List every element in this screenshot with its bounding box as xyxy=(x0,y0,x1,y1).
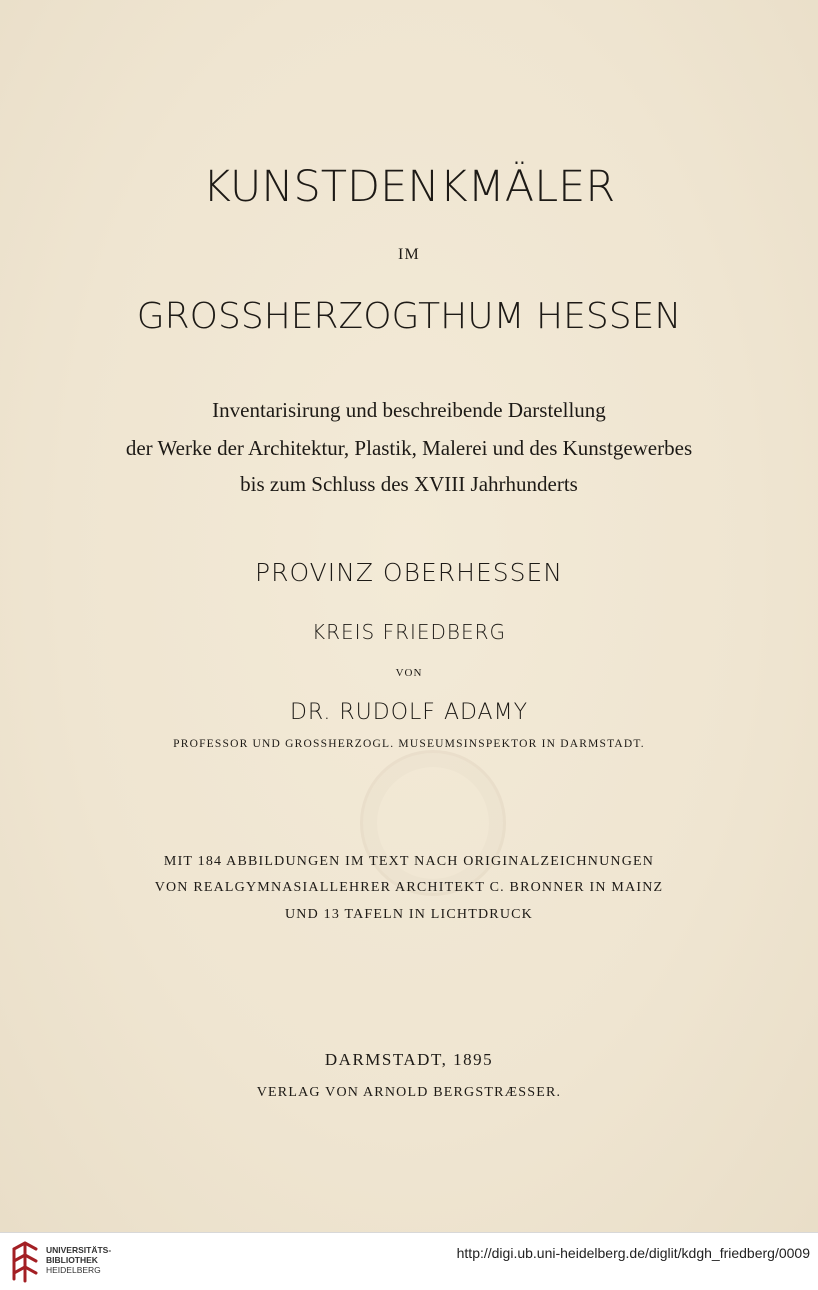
main-title: KUNSTDENKMÄLER xyxy=(202,162,616,212)
library-name-line-1: UNIVERSITÄTS- xyxy=(46,1245,112,1255)
illustration-line-2: VON REALGYMNASIALLEHRER ARCHITEKT C. BRONNER IN MAINZ xyxy=(154,880,664,895)
description-line-1: Inventarisirung und beschreibende Darstellung xyxy=(212,398,606,422)
illustration-line-1: MIT 184 ABBILDUNGEN IM TEXT NACH ORIGINALZEICHNUNGEN xyxy=(163,854,655,869)
ub-heidelberg-logo-icon xyxy=(8,1239,42,1285)
district-heading: KREIS FRIEDBERG xyxy=(311,620,507,644)
description-line-3: bis zum Schluss des XVIII Jahrhunderts xyxy=(240,472,578,496)
publication-place-year: DARMSTADT, 1895 xyxy=(324,1050,494,1069)
permalink-url[interactable]: http://digi.ub.uni-heidelberg.de/diglit/kdgh_friedberg/0009 xyxy=(456,1245,810,1261)
library-name-line-2: BIBLIOTHEK xyxy=(46,1255,98,1265)
illustration-line-3: UND 13 TAFELN IN LICHTDRUCK xyxy=(284,907,533,922)
title-preposition: IM xyxy=(398,246,420,263)
publisher-name: VERLAG VON ARNOLD BERGSTRÆSSER. xyxy=(256,1085,562,1100)
subtitle: GROSSHERZOGTHUM HESSEN xyxy=(136,296,682,337)
description-line-2: der Werke der Architektur, Plastik, Malerei und des Kunstgewerbes xyxy=(125,436,693,460)
library-name-line-3: HEIDELBERG xyxy=(46,1265,101,1275)
by-label: VON xyxy=(395,667,423,679)
author-title: PROFESSOR UND GROSSHERZOGL. MUSEUMSINSPEKTOR IN DARMSTADT. xyxy=(173,738,645,750)
library-name xyxy=(46,1245,111,1275)
author-name: DR. RUDOLF ADAMY xyxy=(289,700,529,725)
library-stamp-icon xyxy=(360,750,506,896)
province-heading: PROVINZ OBERHESSEN xyxy=(255,558,563,587)
digitization-footer xyxy=(0,1232,818,1290)
